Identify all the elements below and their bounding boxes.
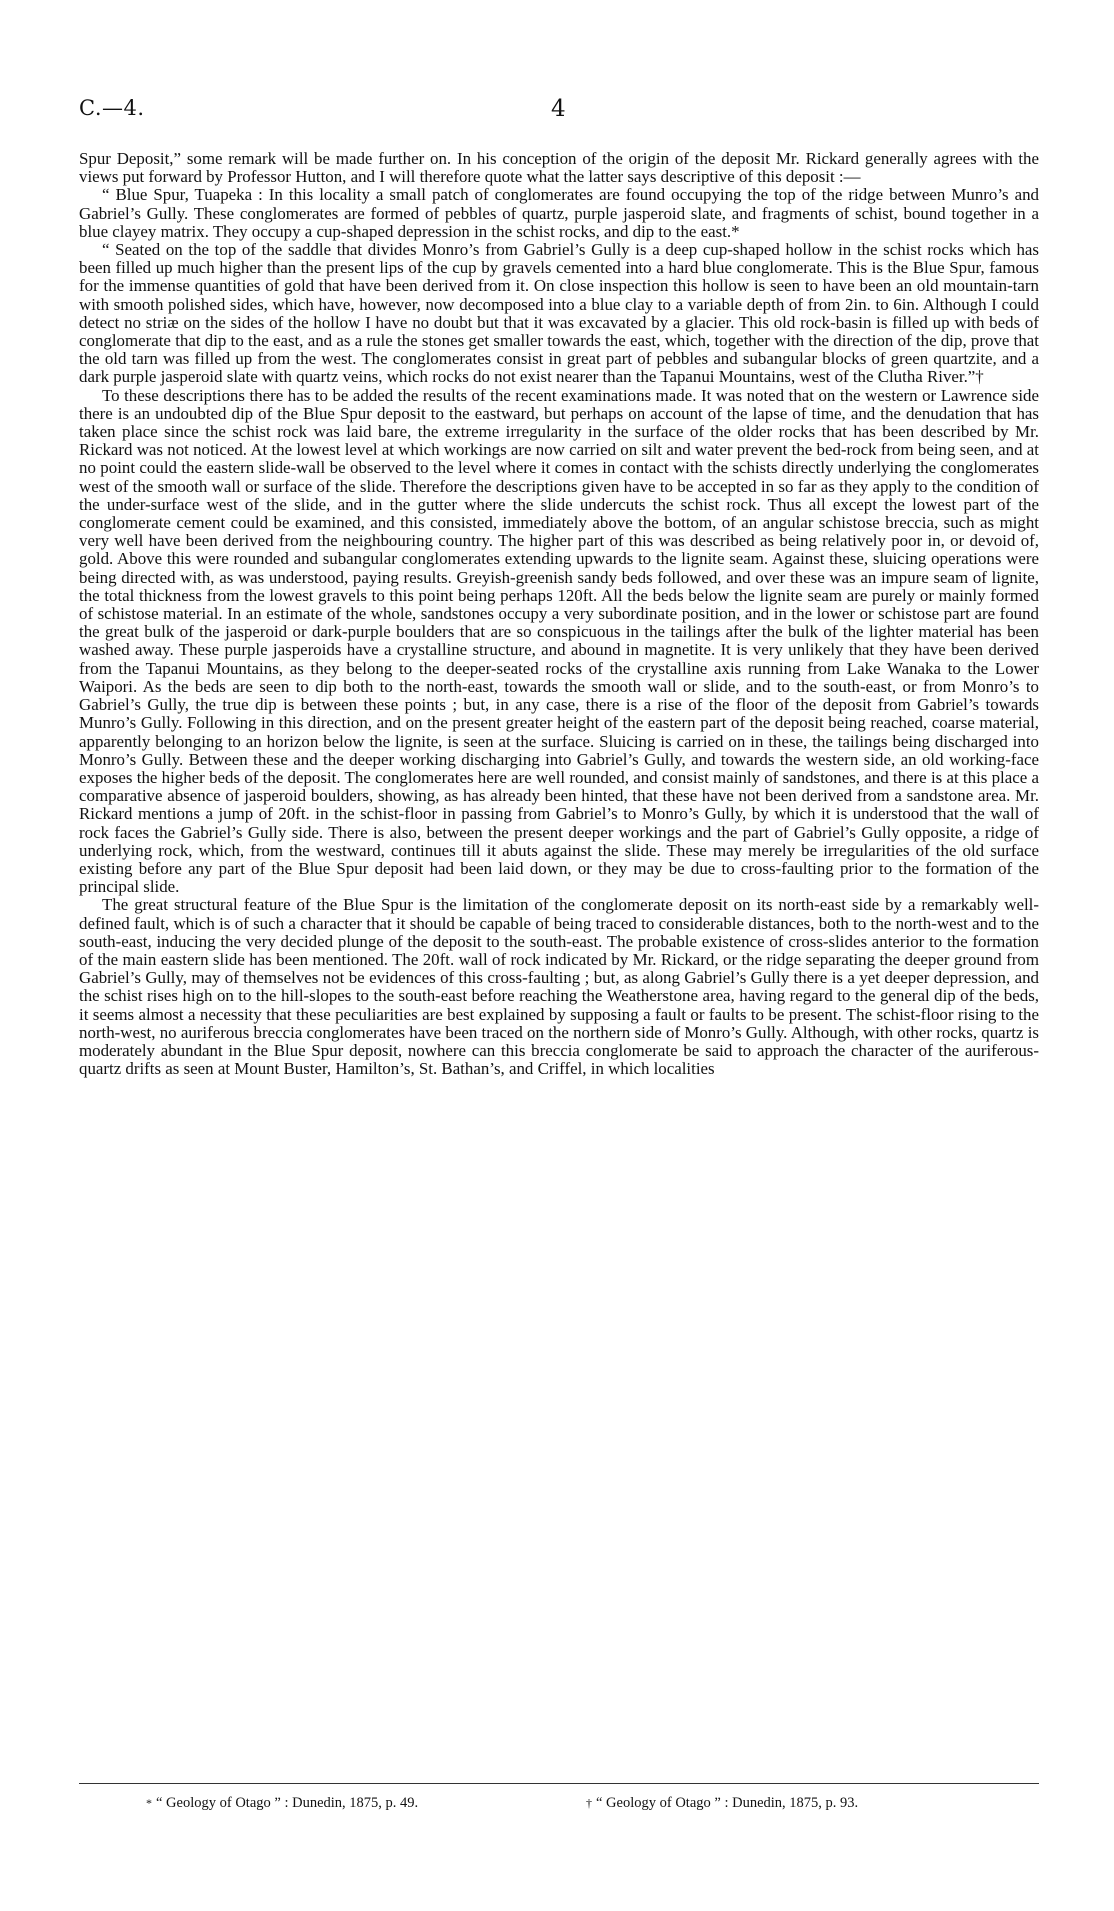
paragraph: The great structural feature of the Blue Spur is the limitation of the conglomerate deposit on its north-east side by a remarkably well-defined fault, which is of such a character that it should be capable of being traced to considerable distances, both to the north-west and to the south-east, inducing the very decided plunge of the deposit to the south-east. The probable existence of cross-slides anterior to the formation of the main eastern slide has been mentioned. The 20ft. wall of rock indicated by Mr. Rickard, or the ridge separating the deeper ground from Gabriel’s Gully, may of themselves not be evidences of this cross-faulting ; but, as along Gabriel’s Gully there is a yet deeper depression, and the schist rises high on to the hill-slopes to the south-east before reaching the Weatherstone area, having regard to the general dip of the beds, it seems almost a necessity that these peculiarities are best explained by supposing a fault or faults to be present. The schist-floor rising to the north-west, no auriferous breccia conglomerates have been traced on the northern side of Monro’s Gully. Although, with other rocks, quartz is moderately abundant in the Blue Spur deposit, nowhere can this breccia conglomerate be said to approach the character of the auriferous-quartz drifts as seen at Mount Buster, Hamilton’s, St. Bathan’s, and Criffel, in which localities	[79, 895, 1039, 1079]
footnote-mark: *	[146, 1796, 152, 1810]
body-text	[79, 150, 1039, 1078]
footnote-text: “ Geology of Otago ” : Dunedin, 1875, p. 49.	[156, 1795, 419, 1811]
document-reference: C.—4.	[79, 96, 145, 120]
footnote-mark: †	[586, 1796, 592, 1810]
footnote-divider	[79, 1783, 1039, 1784]
page-number: 4	[551, 96, 566, 122]
paragraph-quote: “ Blue Spur, Tuapeka : In this locality a small patch of conglomerates are found occupying the top of the ridge between Munro’s and Gabriel’s Gully. These conglomerates are formed of pebbles of quartz, purple jasperoid slate, and fragments of schist, bound together in a blue clayey matrix. They occupy a cup-shaped depression in the schist rocks, and dip to the east.*	[79, 185, 1039, 241]
paragraph: Spur Deposit,” some remark will be made further on. In his conception of the origin of the deposit Mr. Rickard generally agrees with the views put forward by Professor Hutton, and I will therefore quote what the latter says descriptive of this deposit :—	[79, 149, 1039, 187]
paragraph-quote: “ Seated on the top of the saddle that divides Monro’s from Gabriel’s Gully is a deep cup-shaped hollow in the schist rocks which has been filled up much higher than the present lips of the cup by gravels cemented into a hard blue conglomerate. This is the Blue Spur, famous for the immense quantities of gold that have been derived from it. On close inspection this hollow is seen to have been an old mountain-tarn with smooth polished sides, which have, however, now decomposed into a blue clay to a variable depth of from 2in. to 6in. Although I could detect no striæ on the sides of the hollow I have no doubt but that it was excavated by a glacier. This old rock-basin is filled up with beds of conglomerate that dip to the east, and as a rule the stones get smaller towards the east, which, together with the direction of the dip, prove that the old tarn was filled up from the west. The conglomerates consist in great part of pebbles and subangular blocks of green quartzite, and a dark purple jasperoid slate with quartz veins, which rocks do not exist nearer than the Tapanui Mountains, west of the Clutha River.”†	[79, 240, 1039, 387]
footnote-text: “ Geology of Otago ” : Dunedin, 1875, p. 93.	[596, 1795, 859, 1811]
footnote-item	[146, 1795, 418, 1812]
paragraph: To these descriptions there has to be added the results of the recent examinations made. It was noted that on the western or Lawrence side there is an undoubted dip of the Blue Spur deposit to the eastward, but perhaps on account of the lapse of time, and the denudation that has taken place since the schist rock was laid bare, the extreme irregularity in the surface of the older rocks that has been described by Mr. Rickard was not noticed. At the lowest level at which workings are now carried on silt and water prevent the bed-rock from being seen, and at no point could the eastern slide-wall be observed to the level where it comes in contact with the schists directly underlying the conglomerates west of the smooth wall or surface of the slide. Therefore the descriptions given have to be accepted in so far as they apply to the condition of the under-surface west of the slide, and in the gutter where the slide undercuts the schist rock. Thus all except the lowest part of the conglomerate cement could be examined, and this consisted, immediately above the bottom, of an angular schistose breccia, such as might very well have been derived from the neighbouring country. The higher part of this was described as being relatively poor in, or devoid of, gold. Above this were rounded and subangular conglomerates extending upwards to the lignite seam. Against these, sluicing operations were being directed with, as was understood, paying results. Greyish-greenish sandy beds followed, and over these was an impure seam of lignite, the total thickness from the lowest gravels to this point being perhaps 120ft. All the beds below the lignite seam are purely or mainly formed of schistose material. In an estimate of the whole, sandstones occupy a very subordinate position, and in the lower or schistose part are found the great bulk of the jasperoid or dark-purple boulders that are so conspicuous in the tailings after the bulk of the lighter material has been washed away. These purple jasperoids have a crystalline structure, and abound in magnetite. It is very unlikely that they have been derived from the Tapanui Mountains, as they belong to the deeper-seated rocks of the crystalline axis running from Lake Wanaka to the Lower Waipori. As the beds are seen to dip both to the north-east, towards the smooth wall or slide, and to the south-east, or from Monro’s to Gabriel’s Gully, the true dip is between these points ; but, in any case, there is a rise of the floor of the deposit from Gabriel’s towards Munro’s Gully. Following in this direction, and on the present greater height of the eastern part of the deposit being reached, coarse material, apparently belonging to an horizon below the lignite, is seen at the surface. Sluicing is carried on in these, the tailings being discharged into Monro’s Gully. Between these and the deeper working discharging into Gabriel’s Gully, and towards the western side, an old working-face exposes the higher beds of the deposit. The conglomerates here are well rounded, and consist mainly of sandstones, and there is at this place a comparative absence of jasperoid boulders, showing, as has already been hinted, that these have not been derived from a sandstone area. Mr. Rickard mentions a jump of 20ft. in the schist-floor in passing from Gabriel’s to Monro’s Gully, by which it is understood that the wall of rock faces the Gabriel’s Gully side. There is also, between the present deeper workings and the part of Gabriel’s Gully opposite, a ridge of underlying rock, which, from the westward, continues till it abuts against the slide. These may merely be irregularities of the old surface existing before any part of the Blue Spur deposit had been laid down, or they may be due to cross-faulting prior to the formation of the principal slide.	[79, 385, 1039, 897]
page-header	[79, 96, 1039, 132]
footnote-item	[586, 1795, 858, 1812]
